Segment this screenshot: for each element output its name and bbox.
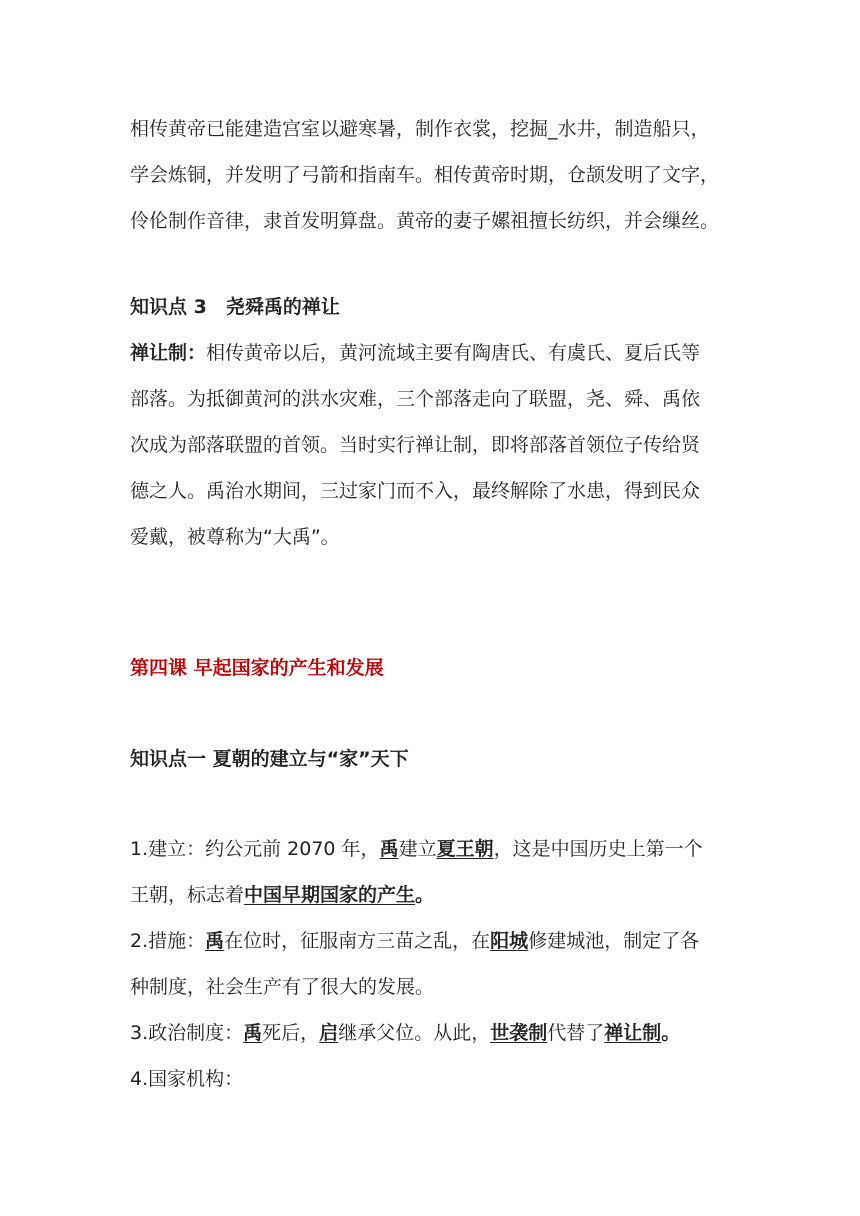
text-span: 代替了 xyxy=(547,1022,605,1044)
text-span: 3.政治制度： xyxy=(130,1022,244,1044)
knowledge-point-1-heading-block xyxy=(130,736,740,782)
text-span: 建立 xyxy=(398,838,437,860)
text-line: 部落。为抵御黄河的洪水灾难，三个部落走向了联盟，尧、舜、禹依 xyxy=(130,388,701,410)
text-line: 伶伦制作音律，隶首发明算盘。黄帝的妻子嫘祖擅长纺织，并会缫丝。 xyxy=(130,210,720,232)
lesson-4-title-block xyxy=(130,645,740,691)
text-line: 爱戴，被尊称为“大禹”。 xyxy=(130,526,340,548)
text-span: 继承父位。从此， xyxy=(338,1022,491,1044)
key-term: 阳城 xyxy=(490,930,529,952)
key-term: 世袭制 xyxy=(490,1022,548,1044)
lesson-title: 第四课 早起国家的产生和发展 xyxy=(130,657,384,679)
key-term: 中国早期国家的产生 xyxy=(244,884,416,906)
text-line: 相传黄帝已能建造宫室以避寒暑，制作衣裳，挖掘_水井，制造船只， xyxy=(130,118,710,140)
text-line: 学会炼铜，并发明了弓箭和指南车。相传黄帝时期，仓颉发明了文字， xyxy=(130,164,720,186)
text-span: 死后， xyxy=(262,1022,320,1044)
key-term: 夏王朝 xyxy=(436,838,494,860)
list-item-continuation: 种制度，社会生产有了很大的发展。 xyxy=(130,976,435,998)
text-line xyxy=(130,330,740,376)
knowledge-point-1-list xyxy=(130,826,740,1102)
list-item xyxy=(130,1010,740,1056)
text-line: 德之人。禹治水期间，三过家门而不入，最终解除了水患，得到民众 xyxy=(130,480,701,502)
text-line: 次成为部落联盟的首领。当时实行禅让制，即将部落首领位子传给贤 xyxy=(130,434,701,456)
text-span: ，这是中国历史上第一个 xyxy=(493,838,703,860)
text-span: 王朝，标志着 xyxy=(130,884,245,906)
key-term: 禹 xyxy=(379,838,399,860)
key-term: 禹 xyxy=(243,1022,263,1044)
key-term: 启 xyxy=(319,1022,339,1044)
text-span: 1.建立：约公元前 2070 年， xyxy=(130,838,380,860)
text-span: 修建城池，制定了各 xyxy=(528,930,700,952)
text-span: 相传黄帝以后，黄河流域主要有陶唐氏、有虞氏、夏后氏等 xyxy=(206,342,701,364)
text-span: 。 xyxy=(415,884,435,906)
list-item xyxy=(130,918,740,964)
text-span: 。 xyxy=(661,1022,681,1044)
section-heading: 知识点 3 尧舜禹的禅让 xyxy=(130,296,340,318)
text-span: 2.措施： xyxy=(130,930,206,952)
intro-paragraph xyxy=(130,106,740,244)
list-item-continuation xyxy=(130,872,740,918)
term-label: 禅让制： xyxy=(130,342,207,364)
key-term: 禹 xyxy=(205,930,225,952)
list-item: 4.国家机构： xyxy=(130,1068,244,1090)
knowledge-point-3 xyxy=(130,284,740,560)
list-item xyxy=(130,826,740,872)
section-heading: 知识点一 夏朝的建立与“家”天下 xyxy=(130,748,409,770)
text-span: 在位时，征服南方三苗之乱，在 xyxy=(224,930,491,952)
key-term: 禅让制 xyxy=(604,1022,662,1044)
